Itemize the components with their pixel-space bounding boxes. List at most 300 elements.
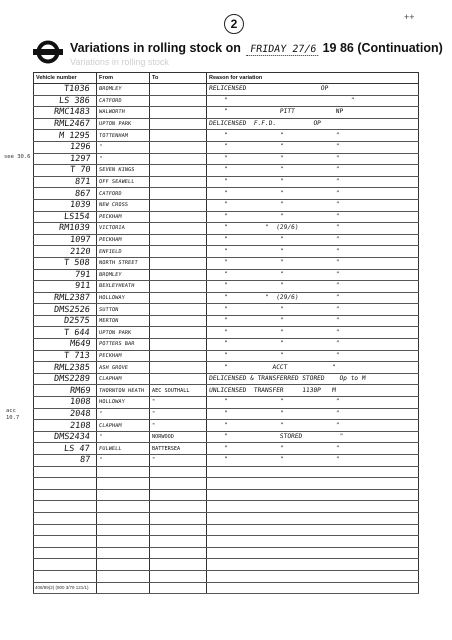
reason-cell-text: DELICENSED & TRANSFERRED STORED Op to M — [208, 375, 366, 383]
from-garage-cell — [97, 223, 150, 235]
from-garage-cell-text: UPTON PARK — [98, 329, 132, 336]
from-garage-cell — [97, 524, 150, 536]
from-garage-cell — [97, 385, 150, 397]
reason-cell — [207, 281, 419, 293]
from-garage-cell-text: UPTON PARK — [98, 121, 132, 128]
vehicle-number-cell — [34, 234, 97, 246]
reason-cell — [207, 501, 419, 513]
reason-cell-text: " " " — [208, 409, 340, 417]
vehicle-number-cell — [34, 153, 97, 165]
reason-cell — [207, 350, 419, 362]
to-garage-cell-text: " — [152, 410, 156, 417]
to-garage-cell — [150, 524, 207, 536]
reason-cell-text: " " " — [208, 247, 340, 255]
from-garage-cell-text: THORNTON HEATH — [98, 387, 145, 394]
reason-cell — [207, 431, 419, 443]
reason-cell — [207, 373, 419, 385]
from-garage-cell-text: POTTERS BAR — [98, 341, 135, 348]
vehicle-number-cell-text: 1008 — [68, 397, 91, 408]
reason-cell-text: " " " — [208, 351, 340, 359]
to-garage-cell — [150, 501, 207, 513]
table-row — [34, 292, 419, 304]
reason-cell-text: UNLICENSED TRANSFER 1130P M — [208, 386, 337, 394]
from-garage-cell-text: BROMLEY — [98, 271, 122, 278]
to-garage-cell — [150, 350, 207, 362]
from-garage-cell — [97, 130, 150, 142]
from-garage-cell — [97, 547, 150, 559]
from-garage-cell-text: HOLLOWAY — [98, 294, 126, 301]
reason-cell-text: " PITT NP — [208, 108, 344, 116]
vehicle-number-cell-text: 1039 — [68, 200, 91, 211]
vehicle-number-cell — [34, 304, 97, 316]
to-garage-cell — [150, 281, 207, 293]
reason-cell — [207, 118, 419, 130]
reason-cell — [207, 199, 419, 211]
to-garage-cell — [150, 455, 207, 467]
vehicle-number-cell — [34, 84, 97, 96]
vehicle-number-cell — [34, 176, 97, 188]
to-garage-cell — [150, 176, 207, 188]
to-garage-cell — [150, 397, 207, 409]
to-garage-cell — [150, 327, 207, 339]
to-garage-cell-text: AEC SOUTHALL — [152, 387, 190, 394]
vehicle-number-cell — [34, 107, 97, 119]
from-garage-cell — [97, 327, 150, 339]
to-garage-cell — [150, 95, 207, 107]
reason-cell — [207, 211, 419, 223]
vehicle-number-cell — [34, 246, 97, 258]
vehicle-number-cell-text: 1296 — [68, 142, 91, 153]
vehicle-number-cell-text: T 508 — [63, 258, 91, 269]
vehicle-number-cell — [34, 408, 97, 420]
to-garage-cell — [150, 385, 207, 397]
reason-cell-text: " " " — [208, 166, 340, 174]
to-garage-cell — [150, 84, 207, 96]
from-garage-cell — [97, 559, 150, 571]
reason-cell — [207, 246, 419, 258]
reason-cell-text: " " — [208, 96, 355, 104]
from-garage-cell — [97, 455, 150, 467]
from-garage-cell-text: CLAPHAM — [98, 422, 122, 429]
vehicle-number-cell-text: M649 — [68, 339, 91, 350]
vehicle-number-cell-text: RML2385 — [53, 362, 91, 373]
reason-cell — [207, 165, 419, 177]
vehicle-number-cell-text: RMC1483 — [53, 107, 91, 118]
from-garage-cell — [97, 373, 150, 385]
table-row — [34, 327, 419, 339]
ghost-text: Variations in rolling stock — [70, 57, 169, 67]
vehicle-number-cell — [34, 559, 97, 571]
to-garage-cell — [150, 420, 207, 432]
from-garage-cell-text: WALWORTH — [98, 109, 126, 116]
table-row — [34, 269, 419, 281]
from-garage-cell — [97, 315, 150, 327]
to-garage-cell — [150, 478, 207, 490]
vehicle-number-cell-text: T1036 — [63, 84, 91, 95]
vehicle-number-cell — [34, 165, 97, 177]
reason-cell — [207, 188, 419, 200]
reason-cell — [207, 234, 419, 246]
vehicle-number-cell — [34, 339, 97, 351]
vehicle-number-cell-text: 791 — [74, 269, 91, 280]
reason-cell-text: " " " — [208, 456, 340, 464]
to-garage-cell — [150, 362, 207, 374]
to-garage-cell — [150, 188, 207, 200]
vehicle-number-cell — [34, 478, 97, 490]
reason-cell-text: " " " — [208, 131, 340, 139]
vehicle-number-cell-text: T 713 — [63, 350, 91, 361]
table-row — [34, 431, 419, 443]
table-row — [34, 130, 419, 142]
from-garage-cell — [97, 95, 150, 107]
table-row — [34, 339, 419, 351]
table-row — [34, 304, 419, 316]
from-garage-cell-text: CLAPHAM — [98, 376, 122, 383]
to-garage-cell — [150, 257, 207, 269]
table-row — [34, 257, 419, 269]
reason-cell-text: " " " — [208, 444, 340, 452]
vehicle-number-cell — [34, 570, 97, 582]
reason-cell — [207, 408, 419, 420]
vehicle-number-cell-text: 87 — [79, 455, 91, 466]
vehicle-number-cell-text: LS 386 — [58, 95, 91, 106]
vehicle-number-cell — [34, 489, 97, 501]
roundel-logo — [33, 40, 63, 64]
reason-cell-text: " " " — [208, 189, 340, 197]
from-garage-cell-text: CATFORD — [98, 97, 122, 104]
from-garage-cell — [97, 281, 150, 293]
from-garage-cell-text: SUTTON — [98, 306, 119, 313]
from-garage-cell-text: PECKHAM — [98, 352, 122, 359]
table-row — [34, 234, 419, 246]
title-prefix: Variations in rolling stock on — [70, 41, 241, 55]
reason-cell — [207, 536, 419, 548]
from-garage-cell — [97, 362, 150, 374]
vehicle-number-cell-text: RM1039 — [58, 223, 91, 234]
vehicle-number-cell-text: DMS2526 — [53, 304, 91, 315]
from-garage-cell — [97, 211, 150, 223]
table-row — [34, 84, 419, 96]
table-row — [34, 582, 419, 594]
reason-cell — [207, 257, 419, 269]
reason-cell-text: " " " — [208, 317, 340, 325]
vehicle-number-cell — [34, 455, 97, 467]
margin-note: acc 10.7 — [6, 408, 20, 421]
reason-cell — [207, 153, 419, 165]
to-garage-cell — [150, 339, 207, 351]
year-part: 19 86 — [322, 41, 354, 55]
reason-cell-text: " STORED " — [208, 433, 344, 441]
reason-cell-text: " " (29/6) " — [208, 293, 340, 301]
to-garage-cell — [150, 269, 207, 281]
vehicle-number-cell-text: T 70 — [68, 165, 91, 176]
vehicle-number-cell-text: 867 — [74, 188, 91, 199]
table-row — [34, 512, 419, 524]
reason-cell — [207, 84, 419, 96]
from-garage-cell — [97, 397, 150, 409]
reason-cell-text: " ACCT " — [208, 363, 337, 371]
vehicle-number-cell-text: LS 47 — [63, 443, 91, 454]
reason-cell — [207, 559, 419, 571]
from-garage-cell-text: PECKHAM — [98, 213, 122, 220]
reason-cell — [207, 512, 419, 524]
table-row — [34, 501, 419, 513]
from-garage-cell-text: " — [98, 144, 103, 151]
col-reason-header: Reason for variation — [207, 73, 419, 84]
to-garage-cell — [150, 153, 207, 165]
title-suffix: (Continuation) — [357, 41, 443, 55]
to-garage-cell — [150, 512, 207, 524]
from-garage-cell — [97, 269, 150, 281]
from-garage-cell — [97, 153, 150, 165]
table-row — [34, 559, 419, 571]
vehicle-number-cell — [34, 501, 97, 513]
reason-cell-text: " " " — [208, 398, 340, 406]
from-garage-cell — [97, 107, 150, 119]
table-row — [34, 466, 419, 478]
from-garage-cell — [97, 443, 150, 455]
vehicle-number-cell-text: RM69 — [68, 385, 91, 396]
from-garage-cell — [97, 257, 150, 269]
reason-cell-text: " " " — [208, 305, 340, 313]
vehicle-number-cell — [34, 350, 97, 362]
from-garage-cell — [97, 408, 150, 420]
reason-cell — [207, 547, 419, 559]
from-garage-cell — [97, 118, 150, 130]
table-row — [34, 397, 419, 409]
table-row — [34, 95, 419, 107]
from-garage-cell-text: SEVEN KINGS — [98, 167, 135, 174]
table-row — [34, 350, 419, 362]
to-garage-cell-text: BATTERSEA — [152, 445, 181, 452]
from-garage-cell — [97, 234, 150, 246]
to-garage-cell — [150, 118, 207, 130]
reason-cell-text: " " " — [208, 178, 340, 186]
reason-cell — [207, 339, 419, 351]
vehicle-number-cell — [34, 443, 97, 455]
vehicle-number-cell-text: 911 — [74, 281, 91, 292]
reason-cell — [207, 420, 419, 432]
from-garage-cell-text: TOTTENHAM — [98, 132, 129, 139]
vehicle-number-cell-text: RML2387 — [53, 292, 91, 303]
from-garage-cell-text: ASH GROVE — [98, 364, 129, 371]
to-garage-cell-text: " — [152, 422, 156, 429]
table-row — [34, 547, 419, 559]
from-garage-cell-text: " — [98, 434, 103, 441]
vehicle-number-cell-text: M 1295 — [58, 130, 91, 141]
page-number: 2 — [224, 14, 244, 34]
to-garage-cell — [150, 211, 207, 223]
to-garage-cell — [150, 199, 207, 211]
reason-cell-text: " " " — [208, 282, 340, 290]
vehicle-number-cell — [34, 524, 97, 536]
margin-note: see 30.6 — [4, 154, 31, 160]
vehicle-number-cell-text: LS154 — [63, 211, 91, 222]
from-garage-cell — [97, 246, 150, 258]
from-garage-cell — [97, 84, 150, 96]
reason-cell — [207, 269, 419, 281]
reason-cell — [207, 443, 419, 455]
vehicle-number-cell-text: 2120 — [68, 246, 91, 257]
reason-cell — [207, 176, 419, 188]
table-row — [34, 118, 419, 130]
vehicle-number-cell — [34, 211, 97, 223]
table-row — [34, 408, 419, 420]
from-garage-cell-text: PECKHAM — [98, 237, 122, 244]
vehicle-number-cell-text: 2048 — [68, 408, 91, 419]
table-row — [34, 199, 419, 211]
vehicle-number-cell-text: 1097 — [68, 235, 91, 246]
reason-cell-text: RELICENSED OP — [208, 85, 329, 93]
vehicle-number-cell — [34, 420, 97, 432]
to-garage-cell — [150, 547, 207, 559]
from-garage-cell-text: NEW CROSS — [98, 202, 129, 209]
col-from-header: From — [97, 73, 150, 84]
vehicle-number-cell — [34, 397, 97, 409]
to-garage-cell — [150, 246, 207, 258]
from-garage-cell-text: BEXLEYHEATH — [98, 283, 135, 290]
reason-cell-text: " " (29/6) " — [208, 224, 340, 232]
from-garage-cell-text: CATFORD — [98, 190, 122, 197]
from-garage-cell — [97, 466, 150, 478]
vehicle-number-cell — [34, 281, 97, 293]
reason-cell — [207, 315, 419, 327]
table-row — [34, 385, 419, 397]
reason-cell — [207, 362, 419, 374]
from-garage-cell — [97, 478, 150, 490]
reason-cell-text: " " " — [208, 201, 340, 209]
to-garage-cell — [150, 559, 207, 571]
to-garage-cell-text: " — [152, 399, 156, 406]
table-row — [34, 141, 419, 153]
col-to-header: To — [150, 73, 207, 84]
vehicle-number-cell — [34, 315, 97, 327]
to-garage-cell — [150, 582, 207, 594]
to-garage-cell — [150, 165, 207, 177]
vehicle-number-cell-text: DMS2434 — [53, 432, 91, 443]
table-row — [34, 153, 419, 165]
reason-cell — [207, 107, 419, 119]
vehicle-number-cell — [34, 536, 97, 548]
vehicle-number-cell — [34, 327, 97, 339]
table-row — [34, 107, 419, 119]
from-garage-cell-text: OFF SEAWELL — [98, 179, 135, 186]
to-garage-cell — [150, 570, 207, 582]
table-row — [34, 211, 419, 223]
vehicle-number-cell — [34, 223, 97, 235]
reason-cell — [207, 327, 419, 339]
from-garage-cell — [97, 501, 150, 513]
from-garage-cell-text: " — [98, 155, 103, 162]
form-footer: 408/89(2) (900 3/79 121/1) — [35, 585, 89, 590]
table-row — [34, 315, 419, 327]
from-garage-cell — [97, 339, 150, 351]
to-garage-cell — [150, 489, 207, 501]
table-row — [34, 281, 419, 293]
reason-cell-text: " " " — [208, 421, 340, 429]
from-garage-cell-text: HOLLOWAY — [98, 399, 126, 406]
reason-cell — [207, 304, 419, 316]
from-garage-cell-text: " — [98, 457, 103, 464]
reason-cell — [207, 570, 419, 582]
reason-cell-text: " " " — [208, 143, 340, 151]
vehicle-number-cell-text: 871 — [74, 177, 91, 188]
vehicle-number-cell — [34, 130, 97, 142]
from-garage-cell — [97, 304, 150, 316]
page-title — [70, 41, 443, 56]
from-garage-cell-text: BROMLEY — [98, 86, 122, 93]
to-garage-cell — [150, 408, 207, 420]
vehicle-number-cell-text: RML2467 — [53, 119, 91, 130]
reason-cell-text: " " " — [208, 212, 340, 220]
table-row — [34, 362, 419, 374]
from-garage-cell-text: FULWELL — [98, 445, 122, 452]
reason-cell-text: " " " — [208, 236, 340, 244]
vehicle-number-cell — [34, 188, 97, 200]
reason-cell — [207, 130, 419, 142]
vehicle-number-cell — [34, 118, 97, 130]
reason-cell — [207, 141, 419, 153]
corner-mark: ++ — [404, 12, 415, 22]
vehicle-number-cell — [34, 512, 97, 524]
to-garage-cell — [150, 443, 207, 455]
reason-cell-text: " " " — [208, 328, 340, 336]
from-garage-cell-text: NORTH STREET — [98, 260, 139, 267]
table-row — [34, 373, 419, 385]
to-garage-cell — [150, 223, 207, 235]
to-garage-cell — [150, 107, 207, 119]
reason-cell — [207, 466, 419, 478]
table-header-row — [34, 73, 419, 84]
table-row — [34, 246, 419, 258]
reason-cell-text: " " " — [208, 270, 340, 278]
reason-cell — [207, 292, 419, 304]
reason-cell-text: " " " — [208, 340, 340, 348]
reason-cell — [207, 524, 419, 536]
to-garage-cell — [150, 130, 207, 142]
from-garage-cell — [97, 350, 150, 362]
from-garage-cell-text: " — [98, 410, 103, 417]
from-garage-cell — [97, 431, 150, 443]
from-garage-cell — [97, 188, 150, 200]
reason-cell-text: " " " — [208, 259, 340, 267]
to-garage-cell — [150, 234, 207, 246]
reason-cell — [207, 478, 419, 490]
reason-cell-text: DELICENSED F.F.D. OP — [208, 120, 322, 128]
table-row — [34, 489, 419, 501]
table-row — [34, 570, 419, 582]
reason-cell-text: " " " — [208, 154, 340, 162]
from-garage-cell — [97, 420, 150, 432]
to-garage-cell — [150, 315, 207, 327]
vehicle-number-cell-text: D2575 — [63, 316, 91, 327]
vehicle-number-cell — [34, 95, 97, 107]
vehicle-number-cell-text: 1297 — [68, 153, 91, 164]
to-garage-cell — [150, 466, 207, 478]
from-garage-cell — [97, 141, 150, 153]
col-vehicle-header: Vehicle number — [34, 73, 97, 84]
vehicle-number-cell — [34, 431, 97, 443]
from-garage-cell — [97, 165, 150, 177]
table-row — [34, 223, 419, 235]
to-garage-cell-text: " — [152, 457, 156, 464]
table-row — [34, 536, 419, 548]
vehicle-number-cell — [34, 373, 97, 385]
from-garage-cell-text: ENFIELD — [98, 248, 122, 255]
vehicle-number-cell-text: 2108 — [68, 420, 91, 431]
table-row — [34, 524, 419, 536]
vehicle-number-cell — [34, 292, 97, 304]
